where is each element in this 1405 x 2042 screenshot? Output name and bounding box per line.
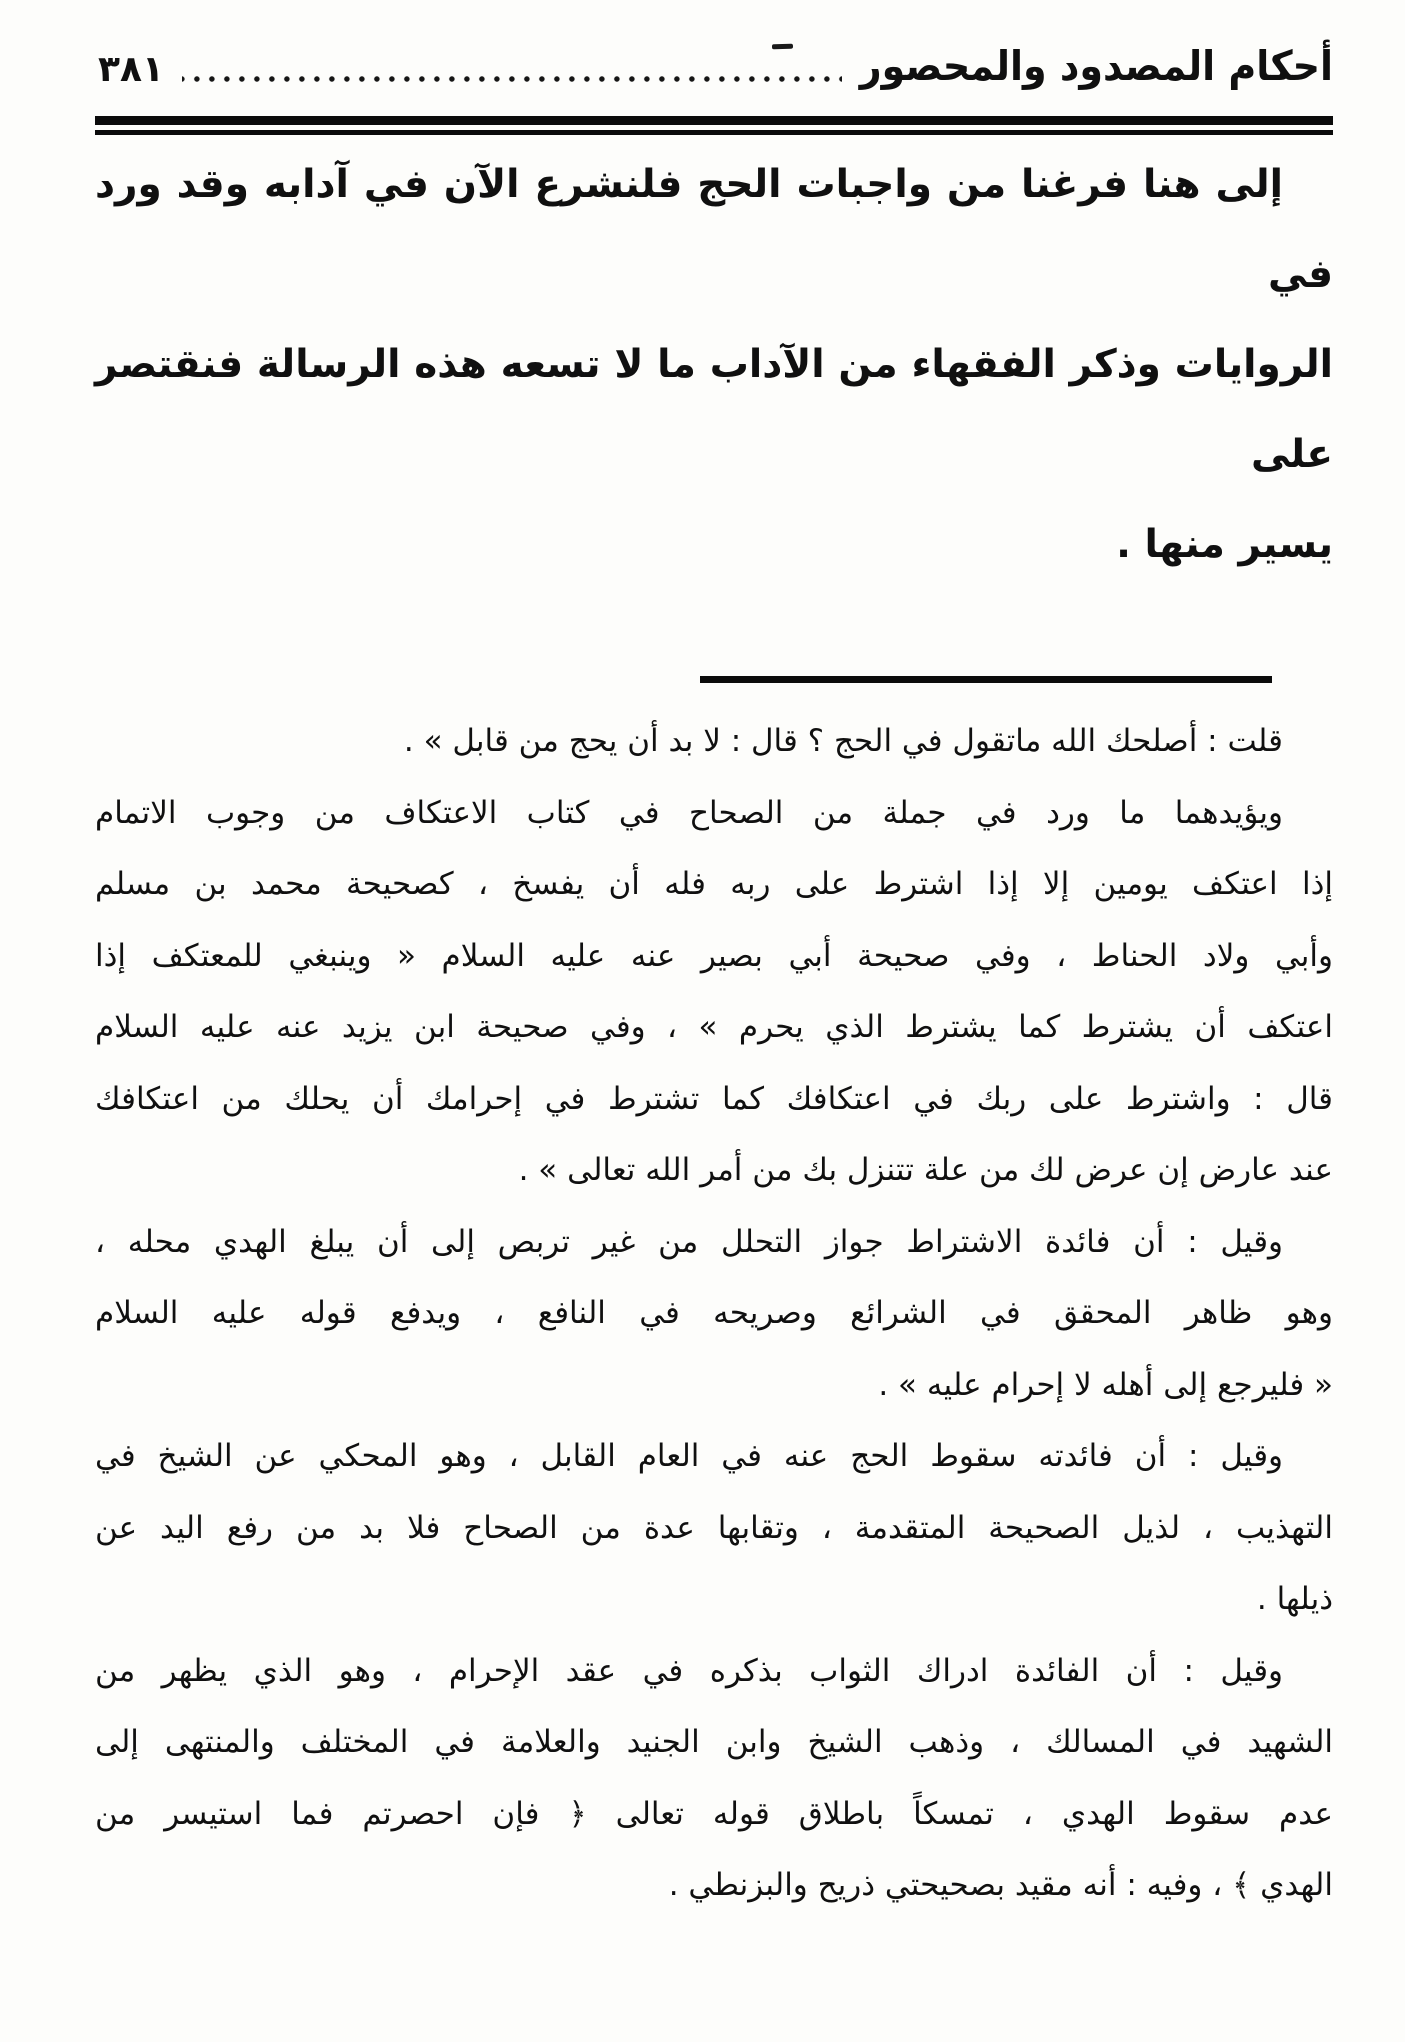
page-number: ٣٨١ xyxy=(98,48,164,90)
header-rule-thick xyxy=(95,116,1333,125)
body-line: الروايات وذكر الفقهاء من الآداب ما لا تسعه هذه الرسالة فنقتصر على xyxy=(95,342,1333,477)
footnote-line: ويؤيدهما ما ورد في جملة من الصحاح في كتاب الاعتكاف من وجوب الاتمام xyxy=(95,794,1283,831)
footnote-line: عند عارض إن عرض لك من علة تتنزل بك من أمر الله تعالى » . xyxy=(518,1152,1333,1188)
footnote-line: « فليرجع إلى أهله لا إحرام عليه » . xyxy=(878,1366,1333,1403)
footnote-line: قال : واشترط على ربك في اعتكافك كما تشترط في إحرامك أن يحلك من اعتكافك xyxy=(95,1080,1333,1117)
main-text-block xyxy=(95,140,1333,590)
running-header xyxy=(98,42,1333,92)
footnote-line: ذيلها . xyxy=(1256,1581,1333,1617)
body-line: يسير منها . xyxy=(1116,522,1333,567)
body-line: إلى هنا فرغنا من واجبات الحج فلنشرع الآن في آدابه وقد ورد في xyxy=(95,162,1333,297)
footnote-line: الهدي ﴾ ، وفيه : أنه مقيد بصحيحتي ذريح والبزنطي . xyxy=(668,1867,1333,1903)
footnote-line: قلت : أصلحك الله ماتقول في الحج ؟ قال : لا بد أن يحج من قابل » . xyxy=(403,723,1283,759)
footnote-separator-rule xyxy=(700,676,1272,683)
footnote-line: الشهيد في المسالك ، وذهب الشيخ وابن الجنيد والعلامة في المختلف والمنتهى إلى xyxy=(95,1724,1333,1760)
dotted-leader xyxy=(182,72,842,86)
footnote-line: وهو ظاهر المحقق في الشرائع وصريحه في النافع ، ويدفع قوله عليه السلام xyxy=(95,1295,1333,1331)
footnote-line: التهذيب ، لذيل الصحيحة المتقدمة ، وتقابها عدة من الصحاح فلا بد من رفع اليد عن xyxy=(95,1509,1333,1546)
footnote-line: وأبي ولاد الحناط ، وفي صحيحة أبي بصير عنه عليه السلام « وينبغي للمعتكف إذا xyxy=(95,937,1333,974)
footnote-line: وقيل : أن الفائدة ادراك الثواب بذكره في عقد الإحرام ، وهو الذي يظهر من xyxy=(95,1652,1283,1689)
footnote-line: وقيل : أن فائدة الاشتراط جواز التحلل من غير تربص إلى أن يبلغ الهدي محله ، xyxy=(95,1223,1283,1260)
header-rule-thin xyxy=(95,130,1333,135)
footnote-line: وقيل : أن فائدته سقوط الحج عنه في العام القابل ، وهو المحكي عن الشيخ في xyxy=(95,1438,1283,1474)
footnote-line: اعتكف أن يشترط كما يشترط الذي يحرم » ، وفي صحيحة ابن يزيد عنه عليه السلام xyxy=(95,1009,1333,1045)
footnote-block xyxy=(95,706,1333,1922)
footnote-line: عدم سقوط الهدي ، تمسكاً باطلاق قوله تعالى ﴿ فإن احصرتم فما استيسر من xyxy=(95,1795,1333,1832)
footnote-line: إذا اعتكف يومين إلا إذا اشترط على ربه فله أن يفسخ ، كصحيحة محمد بن مسلم xyxy=(95,866,1333,902)
chapter-title: أحكام المصدود والمحصور xyxy=(859,42,1333,90)
